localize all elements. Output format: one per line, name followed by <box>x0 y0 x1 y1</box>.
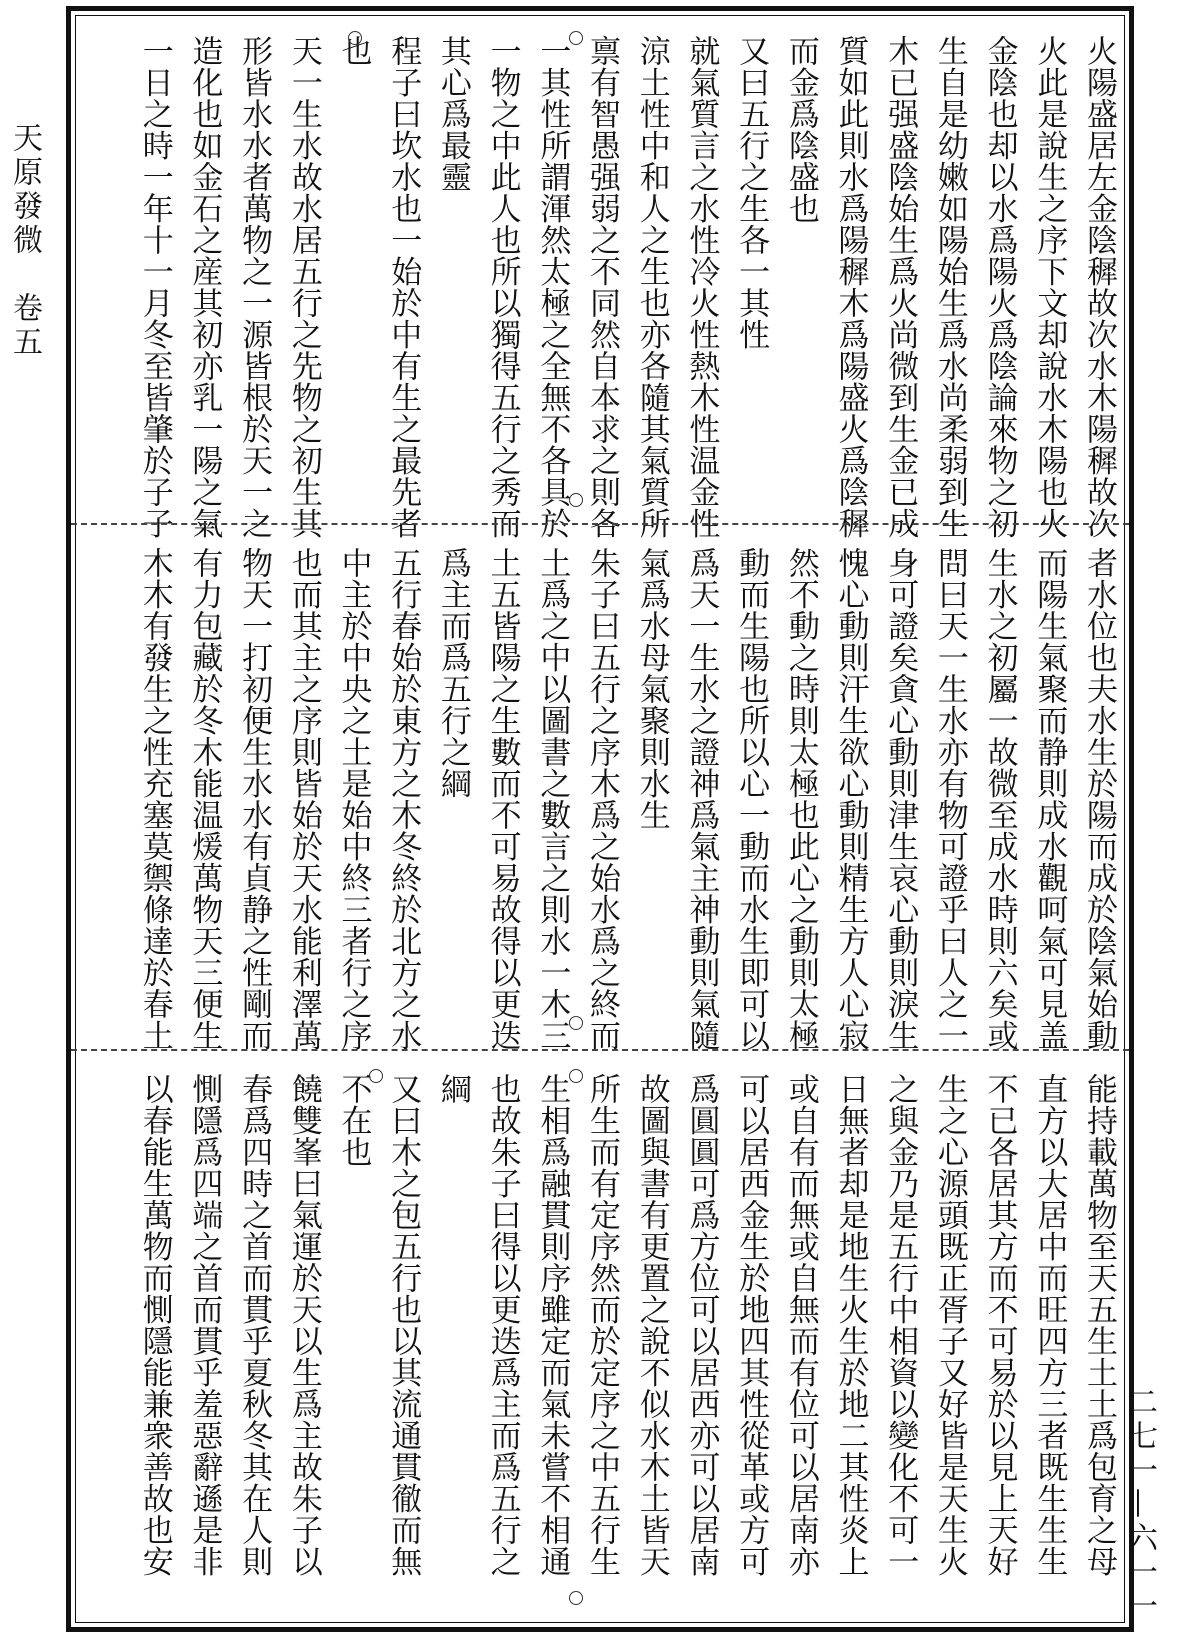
text-column: 愧心動則汗生欲心動則精生方人心寂 <box>832 547 869 1051</box>
text-column: 又曰五行之生各一其性 <box>733 35 770 350</box>
text-column: 者水位也夫水生於陽而成於陰氣始動 <box>1081 547 1117 1051</box>
text-column: 或自有而無或自無而有位可以居南亦 <box>782 1073 819 1577</box>
text-column: 形皆水水者萬物之一源皆根於天一之 <box>236 35 273 539</box>
text-panel-bottom <box>71 1049 1129 1627</box>
text-column: 饒雙峯曰氣運於天以生爲主故朱子以 <box>285 1073 322 1577</box>
text-column: 涼土性中和人之生也亦各隨其氣質所 <box>633 35 670 539</box>
text-column: 身可證矣貪心動則津生哀心動則淚生 <box>882 547 919 1051</box>
side-header-left: 天原發微 卷五 <box>7 122 42 360</box>
text-column: 問曰天一生水亦有物可證乎曰人之一 <box>931 547 968 1051</box>
text-column: 生之心源頭既正胥子又好皆是天生火 <box>931 1073 968 1577</box>
text-column: 春爲四時之首而貫乎夏秋冬其在人則 <box>236 1073 273 1577</box>
text-column: 木木有發生之性充塞莫禦條達於春土 <box>136 547 173 1051</box>
text-column: 動而生陽也所以心一動而水生即可以 <box>733 547 770 1051</box>
text-column: 程子曰坎水也一始於中有生之最先者 <box>385 35 422 539</box>
text-column: 五行春始於東方之木冬終於北方之水 <box>385 547 422 1051</box>
text-column: 可以居西金生於地四其性從革或方可 <box>733 1073 770 1577</box>
text-column: 能持載萬物至天五生土土爲包育之母 <box>1081 1073 1117 1577</box>
text-column: 生自是幼嫩如陽始生爲水尚柔弱到生 <box>931 35 968 539</box>
columns-middle <box>79 547 1121 1051</box>
text-column: 而陽生氣聚而静則成水觀呵氣可見盖 <box>1031 547 1068 1051</box>
text-column: 火此是說生之序下文却說水木陽也火 <box>1031 35 1068 539</box>
text-column: 天一生水故水居五行之先物之初生其 <box>285 35 322 539</box>
text-column: 直方以大居中而旺四方三者既生生生 <box>1031 1073 1068 1577</box>
text-column: 不已各居其方而不可易於以見上天好 <box>981 1073 1018 1577</box>
text-column: 所生而有定序然而於定序之中五行生 <box>584 1073 620 1577</box>
text-column: 也故朱子曰得以更迭爲主而爲五行之 <box>484 1073 521 1577</box>
text-column: 金陰也却以水爲陽火爲陰論來物之初 <box>981 35 1018 539</box>
text-column: 也 <box>335 35 372 67</box>
text-column: 物天一打初便生水水有貞静之性剛而 <box>236 547 273 1051</box>
text-column: 一日之時一年十一月冬至皆肇於子子 <box>136 35 173 539</box>
circle-mark <box>569 1591 583 1605</box>
text-column: 一其性所謂渾然太極之全無不各具於 <box>534 35 571 539</box>
text-column: 質如此則水爲陽穉木爲陽盛火爲陰穉 <box>832 35 869 539</box>
text-column: 不在也 <box>335 1073 372 1168</box>
text-column: 故圖與書有更置之說不似水木土皆天 <box>633 1073 670 1577</box>
circle-mark <box>348 31 362 45</box>
text-column: 綱 <box>434 1073 471 1105</box>
text-column: 中主於中央之土是始中終三者行之序 <box>335 547 372 1051</box>
text-column: 生相爲融貫則序雖定而氣未嘗不相通 <box>534 1073 571 1577</box>
circle-mark <box>369 1069 383 1083</box>
columns-top <box>79 35 1121 539</box>
text-column: 其心爲最靈 <box>434 35 471 193</box>
text-column: 也而其主之序則皆始於天水能利澤萬 <box>285 547 322 1051</box>
text-column: 而金爲陰盛也 <box>782 35 819 224</box>
circle-mark <box>569 493 583 507</box>
page-frame <box>66 6 1134 1632</box>
text-column: 爲圓圓可爲方位可以居西亦可以居南 <box>683 1073 720 1577</box>
text-column: 生水之初屬一故微至成水時則六矣或 <box>981 547 1018 1051</box>
text-column: 有力包藏於冬木能温煖萬物天三便生 <box>186 547 223 1051</box>
text-column: 土五皆陽之生數而不可易故得以更迭 <box>484 547 521 1051</box>
text-column: 日無者却是地生火生於地二其性炎上 <box>832 1073 869 1577</box>
text-column: 禀有智愚强弱之不同然自本求之則各 <box>584 35 620 539</box>
text-column: 火陽盛居左金陰穉故次水木陽穉故次 <box>1081 35 1117 539</box>
circle-mark <box>569 1069 583 1083</box>
text-column: 惻隱爲四端之首而貫乎羞惡辭遜是非 <box>186 1073 223 1577</box>
text-column: 氣爲水母氣聚則水生 <box>633 547 670 831</box>
page-number: 二七一—六一一 <box>1122 1386 1157 1624</box>
text-column: 造化也如金石之産其初亦乳一陽之氣 <box>186 35 223 539</box>
text-column: 木已强盛陰始生爲火尚微到生金已成 <box>882 35 919 539</box>
circle-mark <box>569 31 583 45</box>
text-column: 一物之中此人也所以獨得五行之秀而 <box>484 35 521 539</box>
text-column: 就氣質言之水性冷火性熱木性温金性 <box>683 35 720 539</box>
circle-mark <box>569 1016 583 1030</box>
columns-bottom <box>79 1073 1121 1619</box>
text-panel-middle <box>71 523 1129 1049</box>
text-column: 朱子曰五行之序木爲之始水爲之終而 <box>584 547 620 1051</box>
text-panel-top <box>71 11 1129 539</box>
text-column: 之與金乃是五行中相資以變化不可一 <box>882 1073 919 1577</box>
text-column: 又曰木之包五行也以其流通貫徹而無 <box>385 1073 422 1577</box>
text-column: 然不動之時則太極也此心之動則太極 <box>782 547 819 1051</box>
text-column: 爲主而爲五行之綱 <box>434 547 471 799</box>
text-column: 土爲之中以圖書之數言之則水一木三 <box>534 547 571 1051</box>
text-column: 爲天一生水之證神爲氣主神動則氣隨 <box>683 547 720 1051</box>
text-column: 以春能生萬物而惻隱能兼衆善故也安 <box>136 1073 173 1577</box>
